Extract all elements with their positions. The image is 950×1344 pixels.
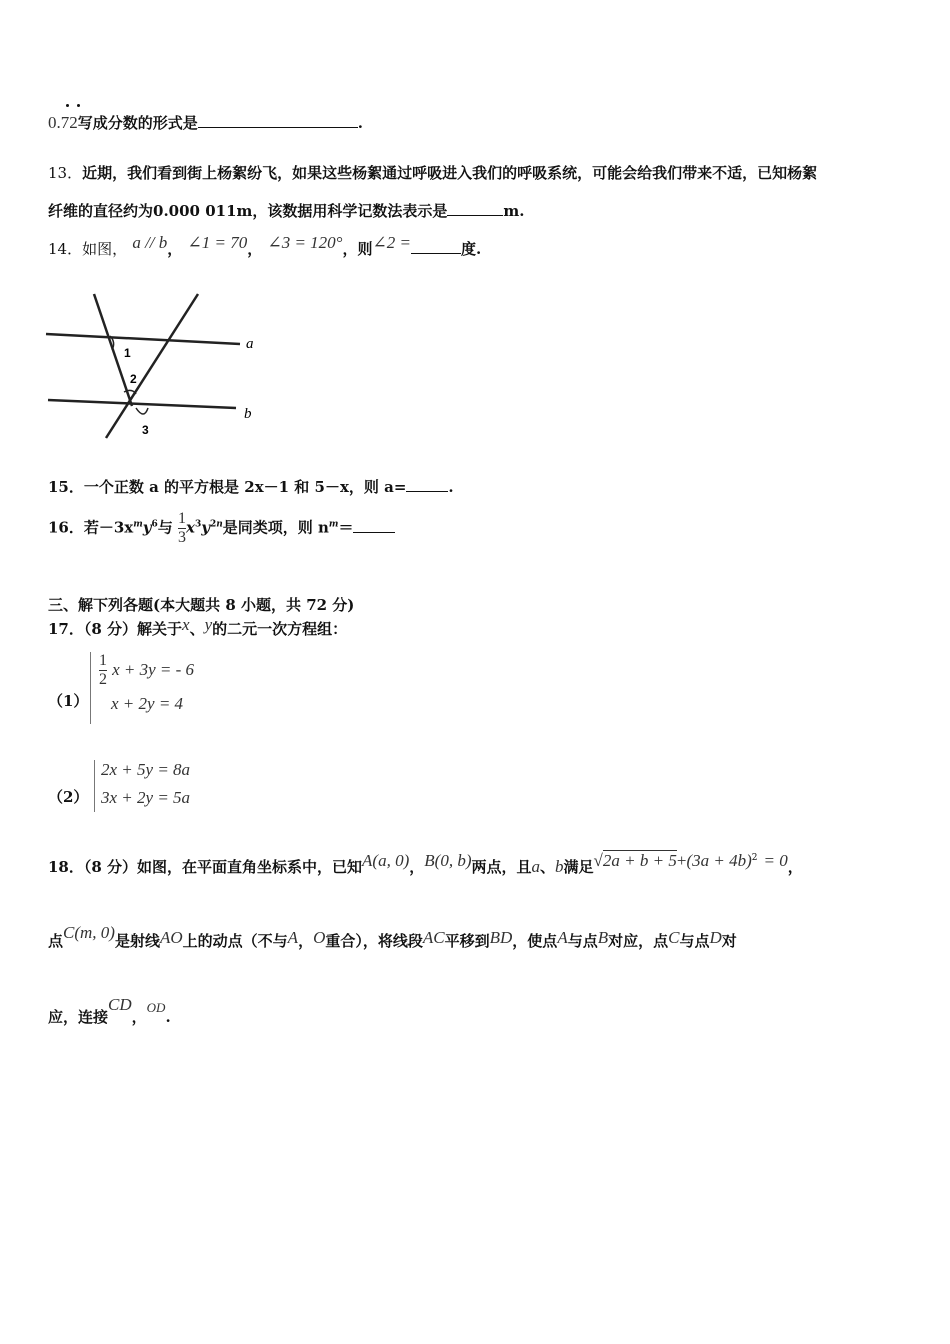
repeat-dot-2 (77, 104, 80, 107)
question-12: 0.72写成分数的形式是 . (48, 113, 363, 132)
question-14: 14．如图， a // b， ∠1 = 70， ∠3 = 120°，则∠2 = 度. (48, 233, 482, 258)
answer-blank[interactable] (198, 113, 358, 128)
fraction-one-third: $\frac{1}{3}$ (178, 510, 187, 546)
q17-system1: $\frac{1}{2}$ x + 3y = - 6 x + 2y = 4 (90, 652, 194, 724)
answer-blank[interactable] (353, 518, 395, 533)
q17-part2-label: （2） (48, 788, 89, 806)
answer-blank[interactable] (447, 201, 503, 216)
parallel-lines-figure (40, 288, 280, 448)
question-13-line2: 纤维的直径约为0.000 011m，该数据用科学记数法表示是 m. (48, 202, 525, 220)
answer-blank[interactable] (406, 477, 448, 492)
question-18-line2: 点C(m, 0)是射线AO上的动点（不与A，O重合），将线段AC平移到BD，使点A与点B对应，点C与点D对 (48, 923, 737, 950)
answer-blank[interactable] (411, 239, 461, 254)
question-18-line3: 应，连接CD，OD. (48, 995, 171, 1026)
question-18-line1: 18．（8 分）如图，在平面直角坐标系中，已知A(a, 0)，B(0, b)两点，且a、b满足$√2a + b + 5+(3a + 4b)^2 = 0$， (48, 851, 803, 876)
label-3: 3 (142, 423, 149, 437)
repeat-dot-1 (66, 104, 69, 107)
fraction-one-half: $\frac{1}{2}$ (99, 652, 107, 688)
section-three-title: 三、解下列各题(本大题共 8 小题，共 72 分) (48, 596, 355, 614)
question-15: 15．一个正数 a 的平方根是 2x－1 和 5－x，则 a= . (48, 478, 454, 496)
line-a-label: a (246, 336, 254, 352)
line-b-label: b (244, 406, 252, 422)
question-13-line1: 13．近期，我们看到街上杨絮纷飞，如果这些杨絮通过呼吸进入我们的呼吸系统，可能会给我们带来不适，已知杨絮 (48, 164, 818, 182)
label-1: 1 (124, 346, 131, 360)
repeating-decimal: 0.72 (48, 113, 78, 132)
q17-part1-label: （1） (48, 692, 89, 710)
question-17: 17．（8 分）解关于x、y的二元一次方程组： (48, 615, 348, 638)
question-16: 16．若$-3x^my^6$与 $\frac{1}{3}$ $x^3y^{2n}$是同类项，则 $n^m=$ (48, 510, 395, 547)
q17-system2: 2x + 5y = 8a 3x + 2y = 5a (94, 760, 190, 812)
label-2: 2 (130, 372, 137, 386)
